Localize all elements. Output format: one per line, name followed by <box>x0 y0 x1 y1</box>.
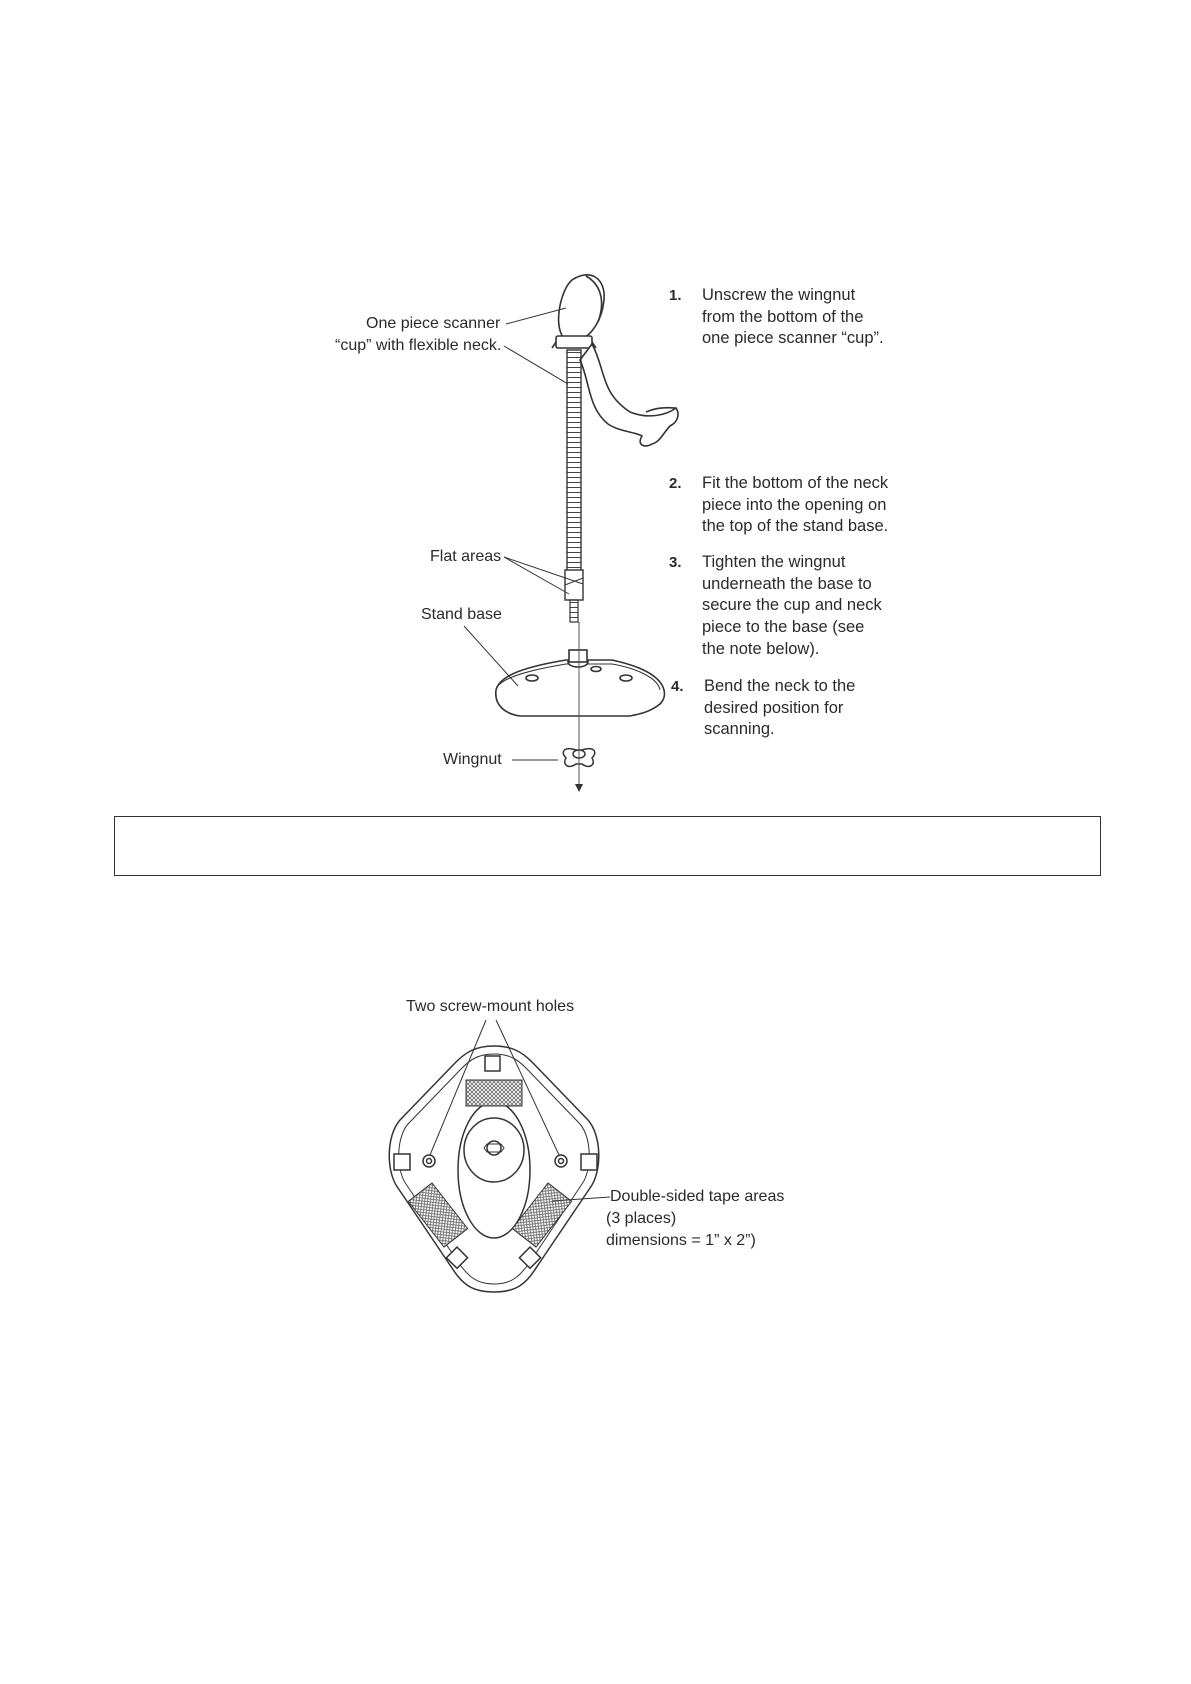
cup-label-line1: One piece scanner <box>366 315 501 332</box>
note-box <box>114 816 1101 876</box>
step-3-text: Tighten the wingnut underneath the base to secure the cup and neck piece to the base (see the note below). <box>702 553 882 658</box>
step-4-text: Bend the neck to the desired position for scanning. <box>704 677 856 739</box>
step-3-number: 3. <box>669 554 682 571</box>
tape-label-line1: Double-sided tape areas <box>610 1188 785 1205</box>
tape-label-line2: (3 places) <box>606 1210 677 1227</box>
screw-holes-label: Two screw-mount holes <box>406 998 575 1015</box>
step-1-text: Unscrew the wingnut from the bottom of the one piece scanner “cup”. <box>702 286 884 348</box>
step-2-text: Fit the bottom of the neck piece into the opening on the top of the stand base. <box>702 474 889 536</box>
step-4-number: 4. <box>671 678 684 695</box>
step-1-number: 1. <box>669 287 682 304</box>
stand-base <box>496 650 665 716</box>
scanner-handle <box>580 344 678 446</box>
tape-label-line3: dimensions = 1” x 2”) <box>606 1232 756 1249</box>
wingnut-label: Wingnut <box>443 751 502 768</box>
step-2-number: 2. <box>669 475 682 492</box>
cup-label-line2: “cup” with flexible neck. <box>335 337 502 354</box>
scanner-cup <box>552 275 604 348</box>
flat-areas-label: Flat areas <box>430 548 502 565</box>
stand-base-label: Stand base <box>421 606 502 623</box>
